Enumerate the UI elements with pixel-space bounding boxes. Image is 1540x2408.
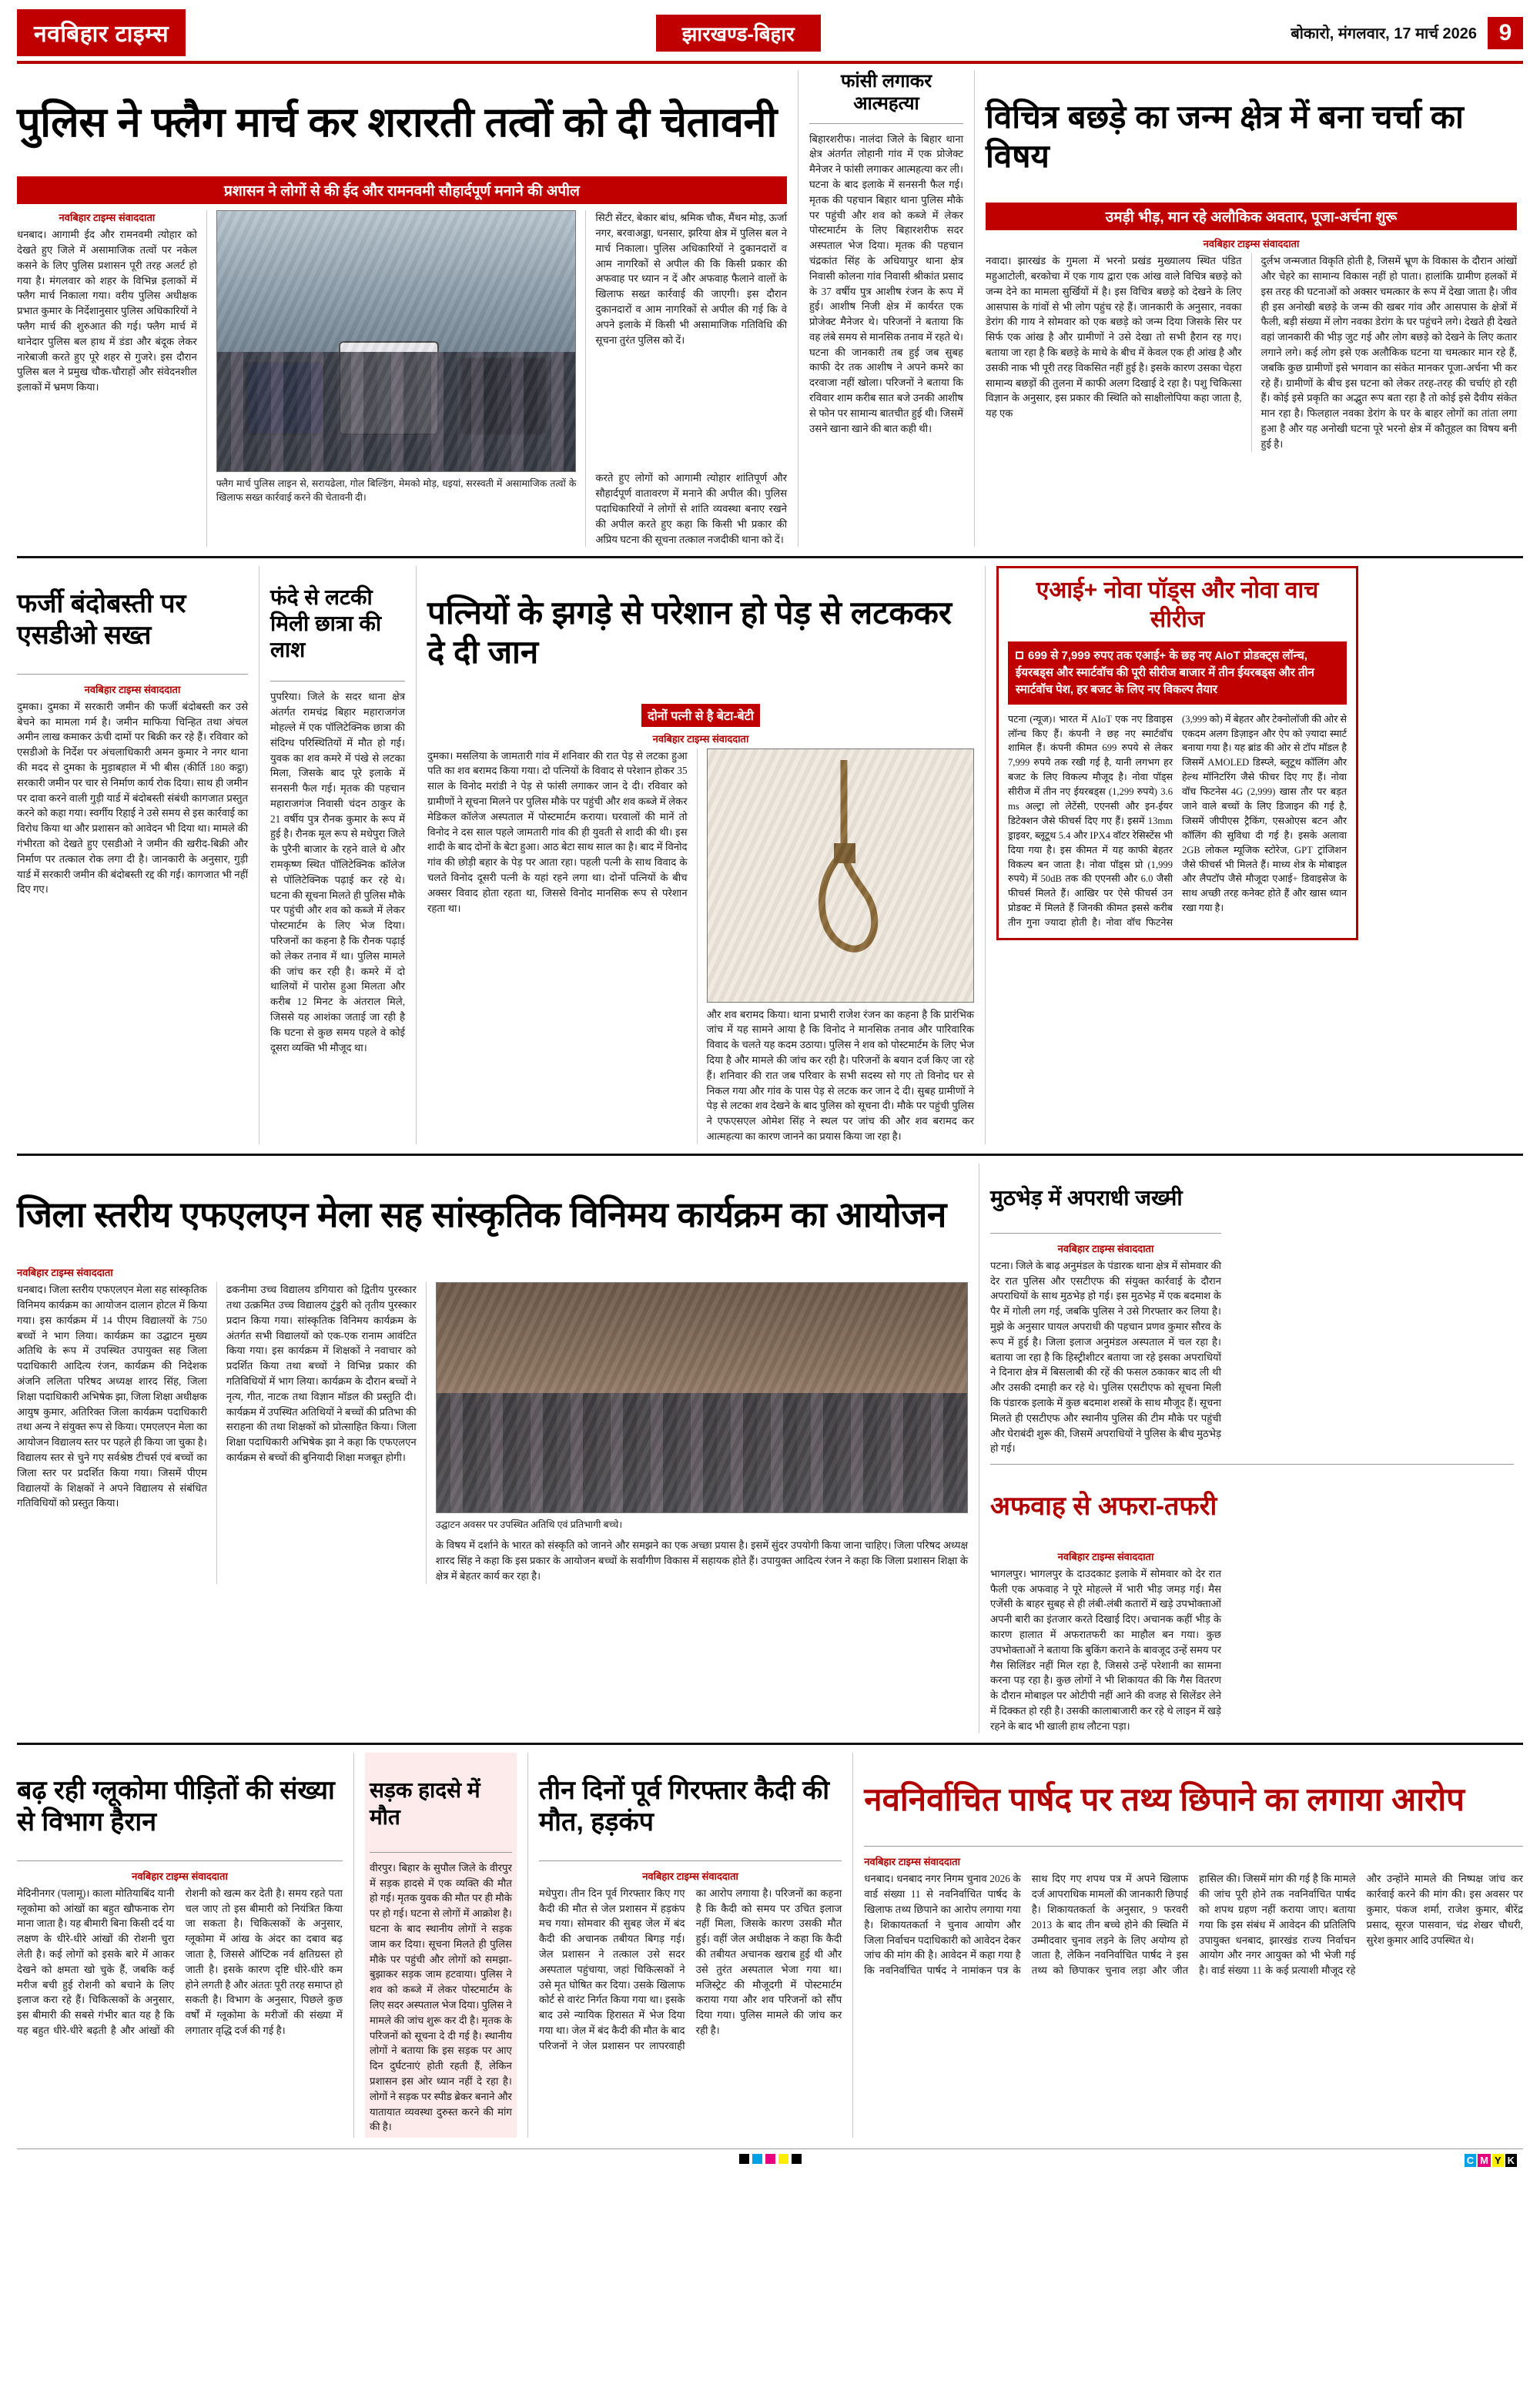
rumour-body: भागलपुर। भागलपुर के दाउदकाट इलाके में सोमवार को देर रात फैली एक अफवाह ने पूरे मोहल्ले में भारी भीड़ जमड़ गई। मैस एजेंसी के बाहर सुबह से ही लंबी-लंबी कतारों में खड़े उपभोक्ताओं अपनी बारी का इंतजार करते दिखाई दिए। अचानक कहीं भीड़ के कारण हालात में अफरातफरी का माहौल बन गया। कुछ उपभोक्ताओं ने बताया कि बुकिंग कराने के बावजूद उन्हें समय पर गैस सिलिंडर नहीं मिल रहा है, जिससे उन्हें परेशानी का सामना करना पड़ रहा है। कुछ लोगों ने भी शिकायत की कि गैस वितरण के दौरान मोबाइल पर ओटीपी नहीं आने की वजह से सिलेंडर लेने में दिक्कत हो रही है। उसकी कालाबाजारी कर रहे थे लाइन में खड़े रहने के बाद भी खाली हाथ लौटना पड़ा।	[990, 1567, 1221, 1732]
cmyk-k: K	[1505, 2154, 1517, 2167]
flan-mela-headline: जिला स्तरीय एफएलएन मेला सह सांस्कृतिक विनिमय कार्यक्रम का आयोजन	[17, 1194, 946, 1234]
flan-mela-photo-caption: उद्घाटन अवसर पर उपस्थित अतिथि एवं प्रतिभागी बच्चे।	[435, 1519, 623, 1531]
reg-dot-magenta	[765, 2154, 775, 2164]
advertisement[interactable]	[996, 566, 1358, 1144]
masthead-right	[1291, 9, 1523, 56]
reg-dot-black	[739, 2154, 749, 2164]
noose-illustration	[771, 760, 909, 991]
calf-byline: नवबिहार टाइम्स संवाददाता	[1203, 238, 1300, 250]
flan-mela-col2: ढकनीमा उच्च विद्यालय डगियारा को द्वितीय पुरस्कार तथा उत्क्रमित उच्च विद्यालय टुंडुरी को तृतीय पुरस्कार प्रदान किया गया। सांस्कृतिक विनिमय कार्यक्रम के अंतर्गत सभी विद्यालयों को एक-एक रानाम आवंटित किया गया। इस कार्यक्रम में शिक्षकों ने नवाचार को प्रदर्शित किया तथा बच्चों ने विभिन्न प्रकार की गतिविधियों में भाग लिया। कार्यक्रम के दौरान बच्चों ने नृत्य, गीत, नाटक तथा विज्ञान मॉडल की प्रस्तुति दी। कार्यक्रम में उपस्थित अतिथियों ने बच्चों की प्रतिभा की सराहना की तथा शिक्षकों को प्रोत्साहित किया। जिला शिक्षा पदाधिकारी अभिषेक झा ने कहा कि एफएलएन कार्यक्रम से बच्चों की बुनियादी शिक्षा मजबूत होगी।	[226, 1284, 417, 1463]
column-divider	[216, 1282, 217, 1584]
reg-dot-cyan	[752, 2154, 762, 2164]
reg-dot-yellow	[778, 2154, 788, 2164]
cmyk-c: C	[1465, 2154, 1476, 2167]
tree-suicide-col1: दुमका। मसलिया के जामतारी गांव में शनिवार की रात पेड़ से लटका हुआ पति का शव बरामद किया गया। दो पत्नियों के विवाद से परेशान होकर 35 साल के विनोद मरांडी ने पेड़ से फांसी लगाकर जान दे दी। रविवार को ग्रामीणों ने सूचना मिलने पर पुलिस मौके पर पहुंची और शव कब्जे में लेकर मेडिकल कॉलेज अस्पताल में पोस्टमार्टम कराया। घरवालों की मानें तो विनोद ने दस साल पहले जामतारी गांव की ही युवती से शादी की थी। इस शादी के बाद दोनों के बेटा हुआ। आठ बेटा साथ साल का है। बाद में विनोद गांव की छोड़ी बहार के पेड़ पर आता रहा। पहली पत्नी के साथ विवाद के चलते विनोद दूसरी पत्नी के यहां रहने लगा था। दोनों पत्नियों के बीच अक्सर विवाद होता रहता था, जिससे विनोद मानसिक रूप से परेशान रहता था।	[427, 749, 688, 914]
glaucoma-story	[17, 1753, 343, 2138]
bottom-band	[17, 1753, 1523, 2138]
encounter-headline: मुठभेड़ में अपराधी जख्मी	[990, 1185, 1183, 1210]
calf-headline: विचित्र बछड़े का जन्म क्षेत्र में बना चर्चा का विषय	[986, 98, 1464, 175]
lead-headline: पुलिस ने फ्लैग मार्च कर शरारती तत्वों को दी चेतावनी	[17, 99, 777, 146]
tree-suicide-story	[427, 566, 974, 1144]
column-divider	[416, 566, 417, 1144]
rumour-headline: अफवाह से अफरा-तफरी	[990, 1492, 1217, 1522]
flan-mela-photo	[436, 1282, 968, 1513]
masthead	[17, 9, 1523, 64]
calf-subbar: उमड़ी भीड़, मान रहे अलौकिक अवतार, पूजा-अर्चना शुरू	[986, 203, 1517, 230]
photo-crowd	[217, 352, 576, 471]
calf-col2: दुर्लभ जन्मजात विकृति होती है, जिसमें भ्रूण के विकास के दौरान आंखों और चेहरे का सामान्य विकास नहीं हो पाता। हालांकि ग्रामीण हलकों में इस तरह की घटनाओं को अक्सर चमत्कार के रूप में देखा जाता है। जीव ही इस अनोखी बछड़े के जन्म की खबर गांव और आसपास के क्षेत्रों में फैली, बड़ी संख्या में लोग नवका डेरांग के घर पहुंचने लगे। देखते ही देखते वहां जानकारी की भीड़ जुट गई और लोग बछड़े को देखने के लिए कतार लगाने लगे। कई लोग इसे एक अलौकिक घटना या चमत्कार मान रहे हैं, जबकि कुछ ग्रामीणों इसे भगवान का संकेत मानकर पूजा-अर्चना भी कर रहे हैं। ग्रामीणों के बीच इस घटना को लेकर तरह-तरह की चर्चाएं हो रही हैं। कोई इसे प्रकृति का अद्भुत रूप बता रहा है तो कोई इसे दैवीय संकेत मान रहा है। फिलहाल नवका डेरांग के घर के बाहर लोगों का तांता लगा हुआ है और यह अनोखी घटना पूरे भरनो क्षेत्र में कौतूहल का विषय बनी हुई है।	[1260, 255, 1517, 450]
rumour-byline: नवबिहार टाइम्स संवाददाता	[1057, 1550, 1154, 1562]
third-band	[17, 1164, 1523, 1734]
encounter-body: पटना। जिले के बाढ़ अनुमंडल के पंडारक थाना क्षेत्र में सोमवार की देर रात पुलिस और एसटीएफ की संयुक्त कार्रवाई के दौरान अपराधियों के साथ मुठभेड़ हो गई। इस मुठभेड़ में एक बदमाश के पैर में गोली लग गई, जबकि पुलिस ने उसे गिरफ्तार कर लिया है। मुझे के अनुसार घायल अपराधी की पहचान प्रणव कुमार सौरव के रूप में हुई है। जिला इलाज अनुमंडल अस्पताल में चल रहा है। बताया जा रहा है कि हिस्ट्रीशीटर बताया जा रहे इसका अपराधियों ने दिनारा क्षेत्र में बिसलाबी की रहें की फसल ठकाकर बाद ली थी और उसकी दमाही कर रहे थे। पुलिस एसटीएफ को सूचना मिली कि पंडारक इलाके में कुछ बदमाश शस्त्रों के साथ मौजूद हैं। सूचना मिलते ही एसटीएफ और स्थानीय पुलिस की टीम मौके पर पहुंची और घेराबंदी शुरू की, जिसमें अपराधियों ने पुलिस के बीच मुठभेड़ हो गई।	[990, 1259, 1221, 1455]
column-divider	[206, 210, 207, 547]
lead-col2: सिटी सेंटर, बेकार बांध, श्रमिक चौक, मैंथन मोड़, ऊर्जा नगर, बरवाअड्डा, धनसार, झरिया क्षेत्र में पुलिस बल ने मार्च निकाला। पुलिस अधिकारियों ने दुकानदारों व आम नागरिकों से अपील की कि किसी प्रकार की अफवाह पर ध्यान न दें और अफवाह फैलाने वालों के खिलाफ सख्त कार्रवाई की जाएगी। इस दौरान दुकानदारों व आम नागरिकों से अपील की गई कि वे अपने इलाके में किसी भी असामाजिक गतिविधि की सूचना तुरंत पुलिस को दें।	[595, 212, 787, 346]
footer-registration-bar	[17, 2148, 1523, 2169]
column-divider	[426, 1282, 427, 1584]
student-hanging-headline: फंदे से लटकी मिली छात्रा की लाश	[270, 584, 382, 661]
cmyk-marks	[1465, 2154, 1517, 2167]
encounter-byline: नवबिहार टाइम्स संवाददाता	[1057, 1242, 1154, 1254]
calf-col1: नवादा। झारखंड के गुमला में भरनो प्रखंड मुख्यालय स्थित पंडित महुआटोली, बरकोचा में एक गाय द्वारा एक आंख वाले विचित्र बछड़े को जन्म देने का मामला सुर्खियों में है। इस विचित्र बछड़े को देखने के लिए आसपास के गांवों से भी लोग पहुंच रहे हैं। जानकारी के अनुसार, नवका डेरांग की गाय ने सोमवार को एक बछड़े को जन्म दिया जिसके सिर पर सिर्फ एक आंख है और ग्रामीणों ने उसे देखा तो सभी हैरान रह गए। बताया जा रहा है कि बछड़े के माथे के बीच में केवल एक ही आंख है और उसकी नाक भी पूरी तरह विकसित नहीं हुई है। इसके कारण उसका चेहरा सामान्य बछड़ों की तुलना में काफी अलग दिखाई दे रहा है। पशु चिकित्सा विज्ञान के अनुसार, इस प्रकार की स्थिति को साक्षीलोपिया कहा जाता है, यह एक	[986, 255, 1242, 420]
encounter-story	[990, 1185, 1221, 1457]
fake-tender-story	[17, 566, 248, 1144]
page-number: 9	[1488, 17, 1523, 49]
lead-story	[17, 70, 787, 547]
student-hanging-body: पुपरिया। जिले के सदर थाना क्षेत्र अंतर्गत रामचंद्र बिहार महाराजगंज मोहल्ले में एक पॉलिटेक्निक छात्रा की संदिग्ध परिस्थितियों में मौत हो गई। युवक का शव कमरे में पंखे से लटका मिला, जिसके बाद पूरे इलाके में सनसनी फैल गई। मृतक की पहचान महाराजगंज निवासी चंदन ठाकुर के 21 वर्षीय पुत्र रौनक कुमार के रूप में हुई है। रौनक मूल रूप से मधेपुरा जिले के पुरैनी बाजार के रहने वाले थे और रामकृष्ण स्थित पॉलिटेक्निक कॉलेज से पॉलिटेक्निक पढ़ाई कर रहे थे। घटना की सूचना मिलते ही पुलिस मौके पर पहुंची और शव को कब्जे में लेकर पोस्टमार्टम के लिए भेज दिया। परिजनों का कहना है कि रौनक पढ़ाई को लेकर तनाव में था। पुलिस मामले की जांच कर रही है। कमरे में दो थालियों में पारोस हुआ मिलता और करीब 12 मिनट के अंतराल मिले, जिससे यह आशंका जताई जा रही है कि घटना से कुछ समय पहले वे कोई दूसरा व्यक्ति भी मौजूद था।	[270, 691, 405, 1053]
column-divider	[527, 1753, 528, 2138]
glaucoma-body: मेदिनीनगर (पलामू)। काला मोतियाबिंद यानी ग्लूकोमा को आंखों का बहुत खौफनाक रोग माना जाता है। यह बीमारी बिना किसी दर्द या लक्षण के धीरे-धीरे आंखों की रोशनी चुरा लेती है। कई लोगों को इसके बारे में आकर देखने को क्षमता खो चुके हैं, जबकि कई मरीज बची हुई रोशनी को बचाने के लिए इलाज करा रहे हैं। चिकित्सकों के अनुसार, इस बीमारी की सबसे गंभीर बात यह है कि यह बहुत धीरे-धीरे बढ़ती है और आंखों की रोशनी को खत्म कर देती है। समय रहते पता चल जाए तो इस बीमारी को नियंत्रित किया जा सकता है। चिकित्सकों के अनुसार, ग्लूकोमा में आंख के अंदर का दबाव बढ़ जाता है, जिससे ऑप्टिक नर्व क्षतिग्रस्त हो जाती है। इसके कारण दृष्टि धीरे-धीरे कम होने लगती है और अंततः पूरी तरह समाप्त हो सकती है। विभाग के अनुसार, पिछले कुछ वर्षों में ग्लूकोमा के मरीजों की संख्या में लगातार वृद्धि दर्ज की गई है।	[17, 1887, 343, 2037]
column-divider	[585, 210, 586, 547]
publication-date: बोकारो, मंगलवार, 17 मार्च 2026	[1291, 25, 1477, 42]
glaucoma-byline: नवबिहार टाइम्स संवाददाता	[132, 1870, 228, 1882]
cmyk-y: Y	[1492, 2154, 1504, 2167]
rumour-story	[990, 1491, 1221, 1733]
lead-photo	[216, 210, 577, 472]
road-accident-headline: सड़क हादसे में मौत	[369, 1778, 480, 1829]
noose-photo	[707, 749, 974, 1003]
suicide-body: बिहारशरीफ। नालंदा जिले के बिहार थाना क्षेत्र अंतर्गत लोहानी गांव में एक प्रोजेक्ट मैनेजर ने फांसी लगाकर आत्महत्या कर ली। घटना के बाद इलाके में सनसनी फैल गई। मृतक की पहचान बिहार थाना पुलिस मौके पर पहुंची और शव को कब्जे में लेकर पोस्टमार्टम के लिए बिहारशरीफ सदर अस्पताल भेज दिया। मृतक की पहचान चंद्रकांत सिंह के अधियापुर थाना क्षेत्र निवासी कोलना गांव निवासी श्रीकांत प्रसाद के 37 वर्षीय पुत्र आशीष रंजन के रूप में हुई। आशीष निजी क्षेत्र में कार्यरत एक प्रोजेक्ट मैनेजर थे। परिजनों ने बताया कि वह लंबे समय से मानसिक तनाव में रहते थे। घटना की जानकारी तब हुई जब सुबह काफी देर तक आशीष ने अपने कमरे का दरवाजा नहीं खोला। परिजनों ने बताया कि रविवार शाम करीब सात बजे उनकी आशीष से फोन पर सामान्य बातचीत हुई थी। जिसमें उसने खाना खाने की बात कही थी।	[809, 132, 963, 434]
column-divider	[985, 566, 986, 1144]
reg-dot-key	[792, 2154, 802, 2164]
column-divider	[1251, 253, 1252, 451]
student-hanging-story	[270, 566, 405, 1144]
lead-col3: करते हुए लोगों को आगामी त्योहार शांतिपूर्ण और सौहार्दपूर्ण वातावरण में मनाने की अपील की। पुलिस पदाधिकारियों ने लोगों से शांति व्यवस्था बनाए रखने की अपील करते हुए कहा कि किसी भी प्रकार की अप्रिय घटना की सूचना तत्काल नजदीकी थाना को दें।	[595, 472, 787, 545]
ad-highlight-band: 699 से 7,999 रुपए तक एआई+ के छह नए AIoT प्रोडक्ट्स लॉन्च, ईयरबड्स और स्मार्टवॉच की पूरी सीरीज बाजार में तीन ईयरबड्स और तीन स्मार्टवॉच पेश, हर बजट के लिए नए विकल्प तैयार	[1008, 641, 1347, 704]
glaucoma-headline: बढ़ रही ग्लूकोमा पीड़ितों की संख्या से विभाग हैरान	[17, 1775, 335, 1837]
column-divider	[974, 70, 975, 547]
bullet-square-icon	[1016, 651, 1023, 659]
second-band	[17, 566, 1523, 1144]
prisoner-death-story	[539, 1753, 842, 2138]
column-divider	[697, 749, 698, 1144]
councillor-headline: नवनिर्वाचित पार्षद पर तथ्य छिपाने का लगाया आरोप	[864, 1781, 1465, 1818]
calf-story	[986, 70, 1517, 547]
flan-mela-story	[17, 1164, 968, 1734]
road-accident-story	[365, 1753, 517, 2138]
fake-tender-byline: नवबिहार टाइम्स संवाददाता	[84, 683, 181, 695]
councillor-byline: नवबिहार टाइम्स संवाददाता	[864, 1856, 960, 1868]
suicide-headline: फांसी लगाकर आत्महत्या	[840, 71, 932, 115]
edition-wrap	[186, 9, 1291, 56]
councillor-body: धनबाद। धनबाद नगर निगम चुनाव 2026 के वार्ड संख्या 11 से नवनिर्वाचित पार्षद के खिलाफ तथ्य छिपाने का आरोप लगाया गया है। शिकायतकर्ता ने चुनाव आयोग और जिला निर्वाचन पदाधिकारी को आवेदन देकर जांच की मांग की है। आवेदन में कहा गया है कि नवनिर्वाचित पार्षद ने नामांकन पत्र के साथ दिए गए शपथ पत्र में अपने खिलाफ दर्ज आपराधिक मामलों की जानकारी छिपाई है। शिकायतकर्ता के अनुसार, 9 फरवरी 2013 के बाद तीन बच्चे होने की स्थिति में उम्मीदवार चुनाव लड़ने के लिए अयोग्य हो जाता है, लेकिन नवनिर्वाचित पार्षद ने इस तथ्य को छिपाकर चुनाव लड़ा और जीत हासिल की। जिसमें मांग की गई है कि मामले की जांच पूरी होने तक नवनिर्वाचित पार्षद को शपथ ग्रहण नहीं कराया जाए। बताया गया कि इस संबंध में आवेदन की प्रतिलिपि उपायुक्त धनबाद, झारखंड राज्य निर्वाचन आयोग और नगर आयुक्त को भी भेजी गई है। वार्ड संख्या 11 के कई प्रत्याशी मौजूद रहे और उन्होंने मामले की निष्पक्ष जांच कर कार्रवाई करने की मांग की। इस अवसर पर कुमार, पंकज शर्मा, राजेश कुमार, बीरेंद्र प्रसाद, सूरज पासवान, चंद्र शेखर चौधरी, सुरेश कुमार आदि उपस्थित थे।	[864, 1873, 1523, 1977]
ad-title: एआई+ नोवा पॉड्स और नोवा वाच सीरीज	[1036, 578, 1319, 632]
prisoner-death-byline: नवबिहार टाइम्स संवाददाता	[642, 1870, 738, 1882]
newspaper-logo: नवबिहार टाइम्स	[17, 9, 186, 56]
right-briefs	[990, 1164, 1514, 1734]
edition-label: झारखण्ड-बिहार	[656, 15, 821, 52]
fake-tender-headline: फर्जी बंदोबस्ती पर एसडीओ सख्त	[17, 588, 186, 651]
top-section	[17, 70, 1523, 547]
lead-byline: नवबिहार टाइम्स संवाददाता	[59, 212, 156, 224]
flan-mela-col3: के विषय में दर्शाने के भारत को संस्कृति को जानने और समझने का एक अच्छा प्रयास है। इसमें सुंदर उपयोगी किया जाना चाहिए। जिला परिषद अध्यक्ष शारद सिंह ने कहा कि इस प्रकार के आयोजन बच्चों के सर्वांगीण विकास में सहायक होते हैं। उपायुक्त आदित्य रंजन ने कहा कि जिला प्रशासन शिक्षा के क्षेत्र में बेहतर कार्य कर रहा है।	[435, 1539, 968, 1582]
tree-suicide-tag: दोनों पत्नी से है बेटा-बेटी	[641, 704, 760, 727]
lead-photo-caption: फ्लैग मार्च पुलिस लाइन से, सरायढेला, गोल बिल्डिंग, मेमको मोड़, धइयां, सरस्वती में असामाजिक तत्वों के खिलाफ सख्त कार्रवाई करने की चेतावनी दी।	[216, 478, 577, 504]
prisoner-death-body: मधेपुरा। तीन दिन पूर्व गिरफ्तार किए गए कैदी की मौत से जेल प्रशासन में हड़कंप मच गया। सोमवार की सुबह जेल में बंद कैदी की अचानक तबीयत बिगड़ गई। जेल प्रशासन ने तत्काल उसे सदर अस्पताल पहुंचाया, जहां चिकित्सकों ने उसे मृत घोषित कर दिया। उसके खिलाफ कोर्ट से वारंट निर्गत किया गया था। इसके बाद उसे न्यायिक हिरासत में भेज दिया गया था। जेल में बंद कैदी की मौत के बाद परिजनों ने जेल प्रशासन पर लापरवाही का आरोप लगाया है। परिजनों का कहना है कि कैदी को समय पर उचित इलाज नहीं मिला, जिसके कारण उसकी मौत हुई। वहीं जेल अधीक्षक ने कहा कि कैदी की तबीयत अचानक खराब हुई थी और उसे तुरंत अस्पताल भेजा गया था। मजिस्ट्रेट की मौजूदगी में पोस्टमार्टम कराया गया और शव परिजनों को सौंप दिया गया। पुलिस मामले की जांच कर रही है।	[538, 1887, 842, 2051]
councillor-story	[864, 1753, 1523, 2138]
prisoner-death-headline: तीन दिनों पूर्व गिरफ्तार कैदी की मौत, हड़कंप	[538, 1775, 830, 1837]
tree-suicide-headline: पत्नियों के झगड़े से परेशान हो पेड़ से लटककर दे दी जान	[427, 594, 952, 671]
road-accident-body: वीरपुर। बिहार के सुपौल जिले के वीरपुर में सड़क हादसे में एक व्यक्ति की मौत हो गई। मृतक युवक की मौत पर ही मौके पर हो गई। घटना से लोगों में आक्रोश है। घटना के बाद स्थानीय लोगों ने सड़क जाम कर दिया। सूचना मिलते ही पुलिस मौके पर पहुंची और लोगों को समझा-बुझाकर सड़क जाम हटवाया। पुलिस ने शव को कब्जे में लेकर पोस्टमार्टम के लिए सदर अस्पताल भेज दिया। पुलिस ने मामले की जांच शुरू कर दी है। मृतक के परिजनों को सूचना दे दी गई है। स्थानीय लोगों ने बताया कि इस सड़क पर आए दिन दुर्घटनाएं होती रहती हैं, लेकिन प्रशासन इस ओर ध्यान नहीं दे रहा है। लोगों ने सड़क पर स्पीड ब्रेकर बनाने और यातायात व्यवस्था दुरुस्त करने की मांग की है।	[369, 1861, 512, 2133]
column-divider	[353, 1753, 354, 2138]
flan-mela-byline: नवबिहार टाइम्स संवाददाता	[17, 1267, 113, 1279]
photo-dignitaries	[437, 1393, 967, 1512]
lead-col1: धनबाद। आगामी ईद और रामनवमी त्योहार को देखते हुए जिले में असामाजिक तत्वों पर नकेल कसने के लिए पुलिस प्रशासन पूरी तरह अलर्ट हो गया है। मंगलवार को शहर के विभिन्न इलाकों में फ्लैग मार्च निकाला गया। वरीय पुलिस अधीक्षक प्रभात कुमार के निर्देशानुसार पुलिस अधिकारियों ने फ्लैग मार्च की शुरुआत की गई। फ्लैग मार्च में थानेदार पुलिस बल हाथ में डंडा और बंदूक लेकर नारेबाजी करते हुए पूरे शहर से गुजरे। इस दौरान पुलिस बल ने प्रमुख चौक-चौराहों और संवेदनशील इलाकों में भ्रमण किया।	[17, 229, 197, 394]
ad-body: पटना (न्यूज)। भारत में AIoT एक नए डिवाइस लॉन्च किए हैं। कंपनी ने छह नए स्मार्टवॉच शामिल हैं। कंपनी कीमत 699 रुपये से लेकर 7,999 रुपये तक रखी गई है, यानी लगभग हर बजट के लिए विकल्प मौजूद है। नोवा पॉड्स सीरीज में तीन नए ईयरबड्स (1,299 रुपये) 3.6 ms अल्ट्रा लो लेटेंसी, एएनसी और इन-ईयर डिटेक्शन जैसे फीचर्स दिए गए हैं। इसमें 13mm ड्राइवर, ब्लूटूथ 5.4 और IPX4 वॉटर रेसिस्टेंस भी दिया गया है। इस कीमत में यह काफी बेहतर विकल्प बन जाता है। नोवा पॉड्स प्रो (1,999 रुपये) में 50dB तक की एएनसी और 6.0 जैसी फीचर्स मिलते हैं। आखिर पर ऐसे फीचर्स उन प्रोडक्ट में मिलते हैं जिनकी कीमत इससे करीब तीन गुना ज्यादा होती है। नोवा वॉच फिटनेस (3,999 को) में बेहतर और टेक्नोलॉजी की ओर से एकदम अलग डिज़ाइन और ऐप को ज़्यादा स्मार्ट बनाया गया है। यह ब्रांड की ओर से टॉप मॉडल है जिसमें AMOLED डिस्प्ले, ब्लूटूथ कॉलिंग और हेल्थ मॉनिटरिंग जैसे फीचर दिए गए हैं। नोवा वॉच फिटनेस 4G (2,999) खास तौर पर बड़त जाने वाले बच्चों के लिए डिजाइन की गई है, जिसमें जीपीएस ट्रैकिंग, एसओएस बटन और कॉलिंग की सुविधा दी गई है। इसके अलावा 2GB लोकल म्यूजिक स्टोरेज, GPT ट्रांजिशन जैसे फीचर्स भी मिलते हैं। माध्य शेत्र के मोबाइल और लैपटॉप जैसे मौजूदा एआई+ डिवाइसेज के साथ अच्छी तरह कनेक्ट होते हैं और खास ध्यान रखा गया है।	[1008, 713, 1348, 929]
tree-suicide-byline: नवबिहार टाइम्स संवाददाता	[652, 732, 749, 745]
suicide-story	[809, 70, 963, 547]
column-divider	[852, 1753, 853, 2138]
flan-mela-col1: धनबाद। जिला स्तरीय एफएलएन मेला सह सांस्कृतिक विनिमय कार्यक्रम का आयोजन दालान होटल में किया गया। इस कार्यक्रम में 14 पीएम विद्यालयों के 750 बच्चों ने भाग लिया। कार्यक्रम का उद्घाटन मुख्य अतिथि के रूप में उपस्थित उपायुक्त सह जिला पदाधिकारी आदित्य रंजन, कार्यक्रम की निदेशक अंजनि ललिता परिषद अध्यक्ष शारद सिंह, जिला शिक्षा पदाधिकारी अभिषेक झा, जिला शिक्षा अधीक्षक आयुष कुमार, अतिरिक्त जिला कार्यक्रम पदाधिकारी तथा अन्य ने संयुक्त रूप से किया। एमएलएन मेला का आयोजन विद्यालय स्तर पर पहले ही किया जा चुका है। विद्यालय स्तर से चुने गए सर्वश्रेष्ठ टीचर्स एवं बच्चों का जिला स्तर पर प्रदर्शित किया गया। जिसमें पीएम विद्यालयों के शिक्षकों ने अपने विद्यालय से संबंधित गतिविधियों को प्रस्तुत किया।	[17, 1284, 207, 1509]
lead-subbar: प्रशासन ने लोगों से की ईद और रामनवमी सौहार्दपूर्ण मनाने की अपील	[17, 176, 787, 204]
cmyk-m: M	[1478, 2154, 1491, 2167]
fake-tender-body: दुमका। दुमका में सरकारी जमीन की फर्जी बंदोबस्ती कर उसे बेचने का मामला गर्म है। जमीन माफिया चिन्हित तथा अंचल अमीन लाख कमाकर ऊंची दामों पर बिक्री कर रहे हैं। रविवार को एसडीओ के निर्देश पर अंचलाधिकारी अमन कुमार ने नगर थाना की मदद से दुमका के मुड़ाबहाल में भी बीस (कीर्ति 180 कट्ठा) सरकारी जमीन पर चार से निर्माण कार्य रोक दिया। साथ ही जमीन पर दावा करने वाली गुड़ी यार्ड में बंदोबस्ती संबंधी कागजात प्रस्तुत करने को कहा गया। स्वर्गीय रिहाई ने उसे समय से इस कार्रवाई का विरोध किया था और प्रशासन को आवेदन भी दिया था। मामले की गंभीरता को देखते हुए एसडीओ ने जमीन की खरीद-बिक्री और निर्माण पर तत्काल रोक लगा दी है। जानकारी के अनुसार, गुड़ी यार्ड में सरकारी जमीन की बंदोबस्ती रद्द की गई। कागजात भी नहीं दिए गए।	[17, 700, 248, 896]
tree-suicide-col2: और शव बरामद किया। थाना प्रभारी राजेश रंजन का कहना है कि प्रारंभिक जांच में यह सामने आया है कि विनोद ने मानसिक तनाव और पारिवारिक विवाद के चलते यह कदम उठाया। पुलिस ने शव को पोस्टमार्टम के लिए भेज दिया है और मामले की जांच कर रही है। परिजनों के बयान दर्ज किए जा रहे हैं। शनिवार की रात जब परिवार के सभी सदस्य सो गए तो विनोद घर से निकल गया और गांव के पास पेड़ से लटक कर जान दे दी। सुबह ग्रामीणों ने पेड़ से लटका शव देखने के बाद पुलिस को सूचना दी। मौके पर पहुंची पुलिस ने एफएसएल ओमेश सिंह ने स्थल पर जांच की और शव बरामद कर आत्महत्या का कारण जानने का प्रयास किया जा रहा है।	[706, 1008, 975, 1142]
